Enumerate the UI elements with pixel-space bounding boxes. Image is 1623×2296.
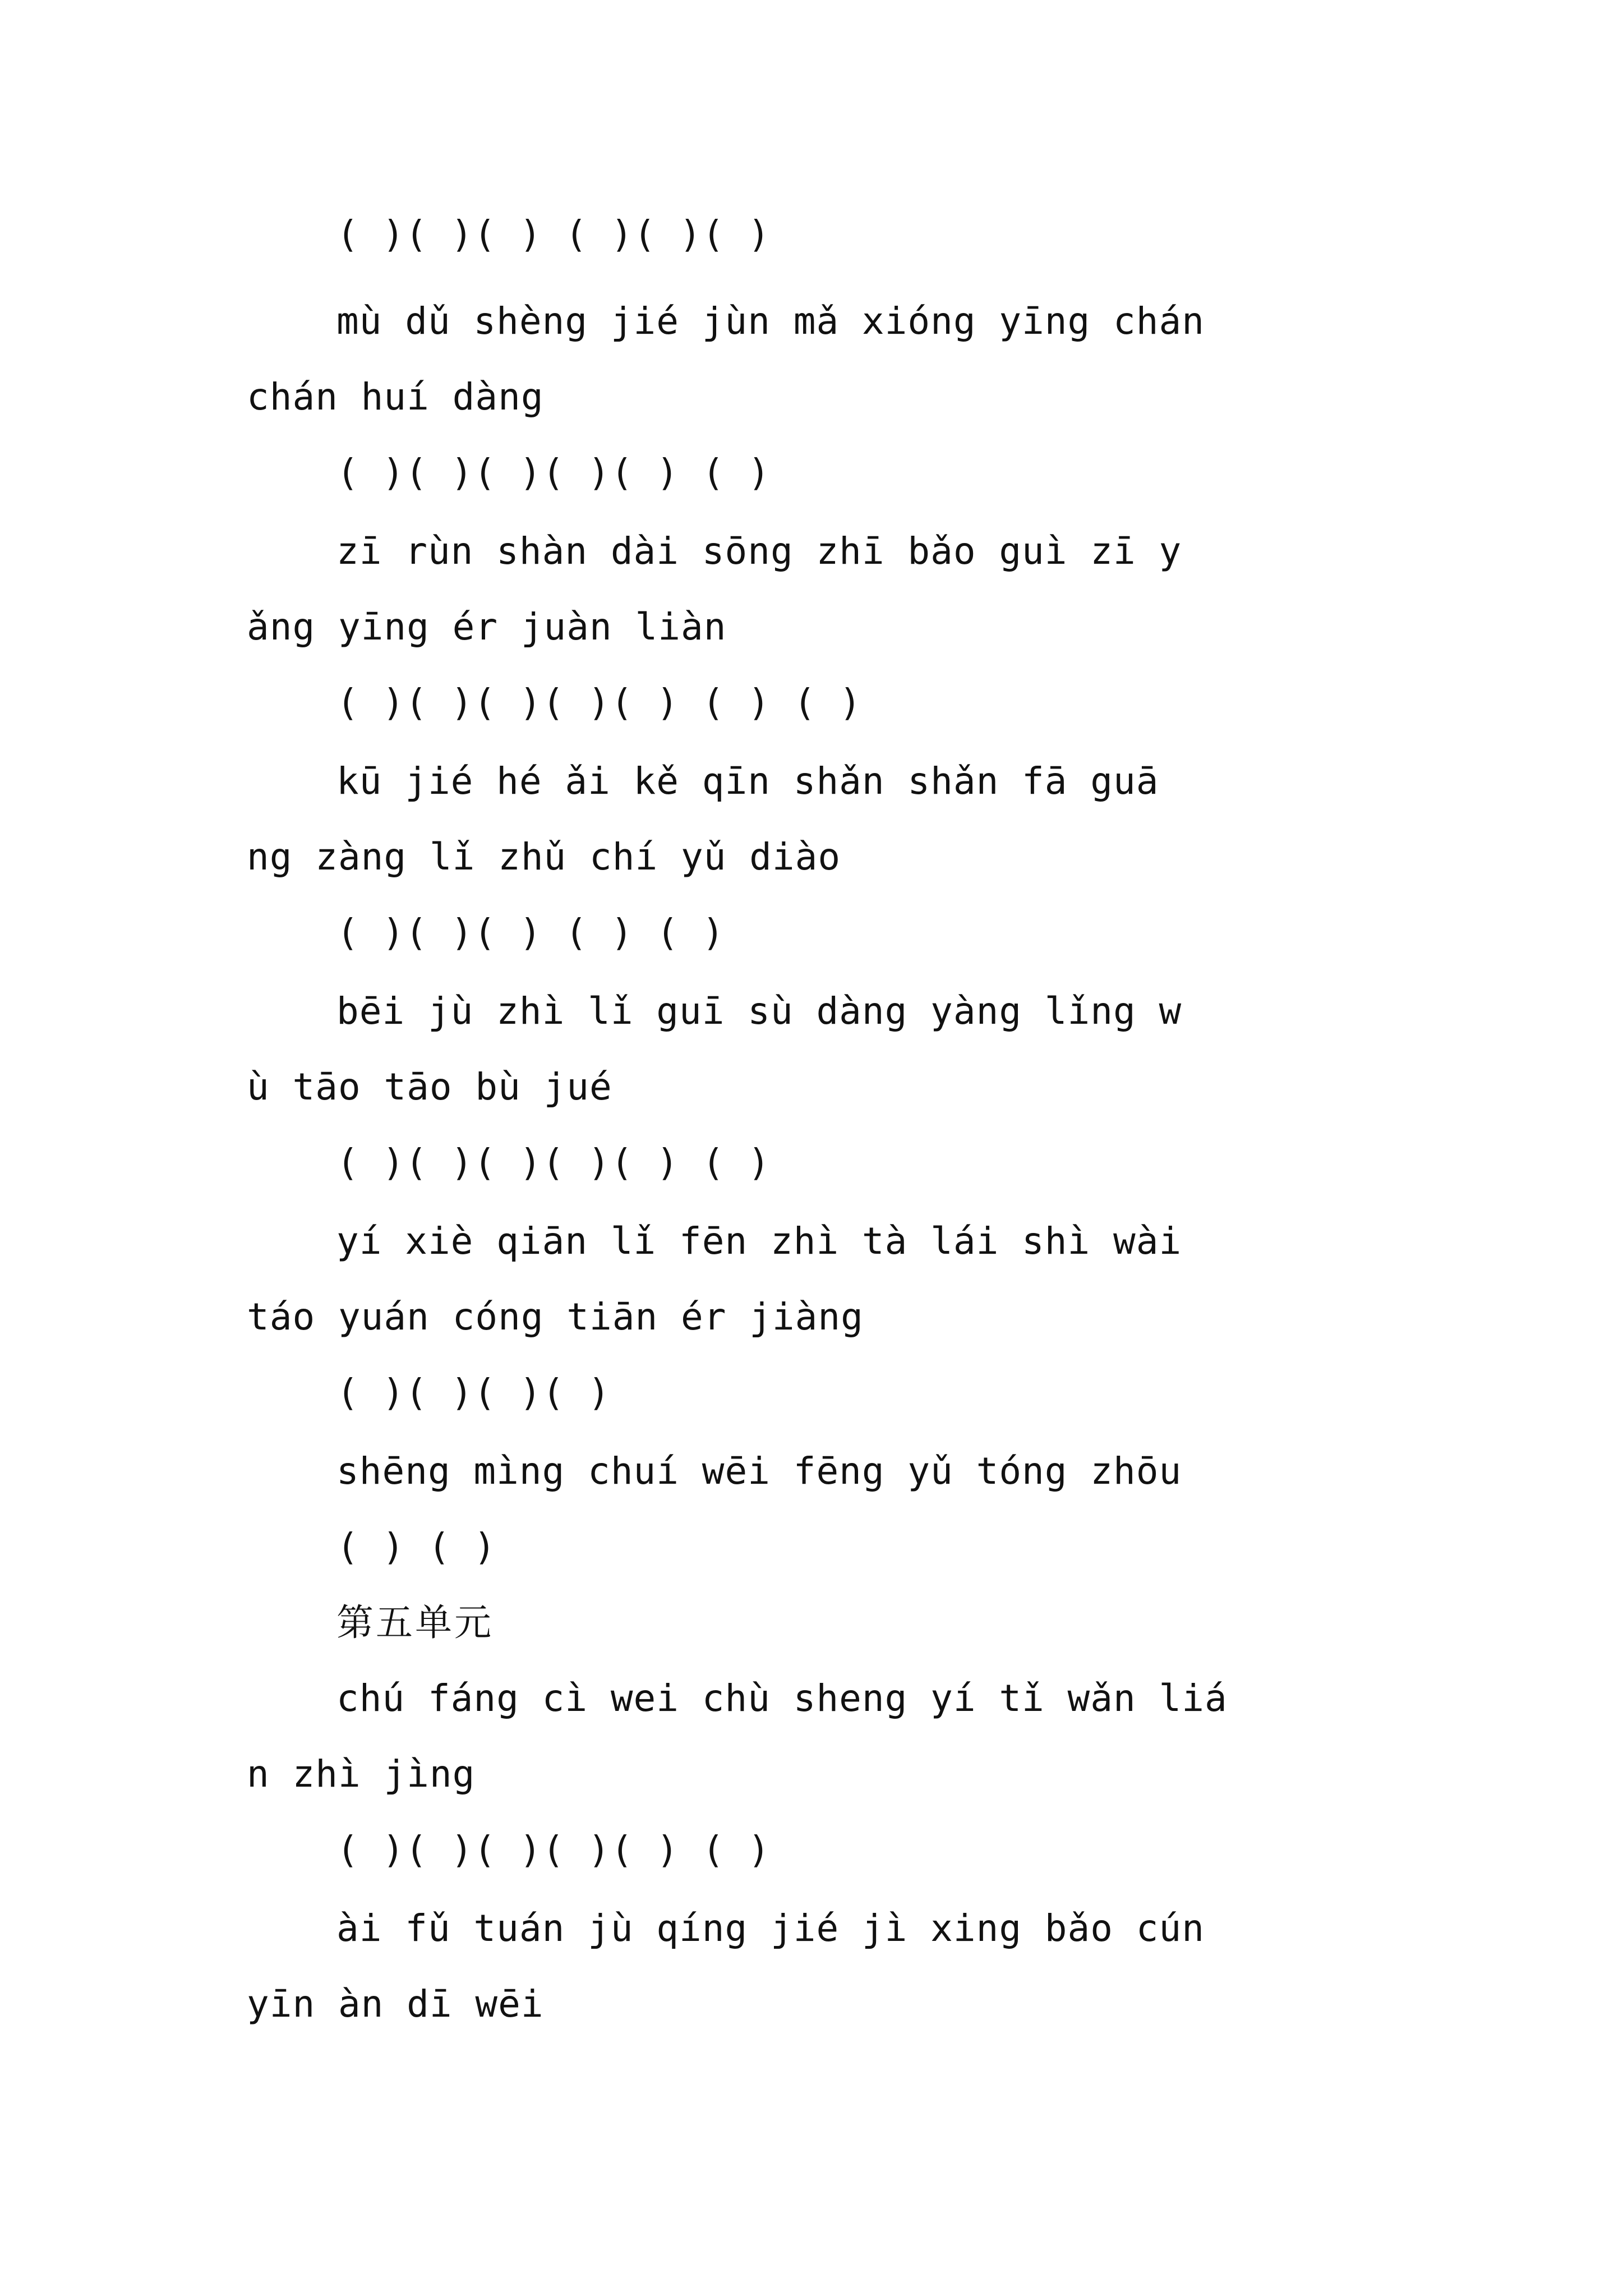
answer-blanks-row: ( )( )( )( )( ) ( ) <box>336 1141 771 1184</box>
answer-blanks-row: ( )( )( ) ( )( )( ) <box>336 213 771 256</box>
answer-blanks-row: ( )( )( )( )( ) ( ) <box>336 1828 771 1871</box>
pinyin-line: yí xiè qiān lǐ fēn zhì tà lái shì wài <box>336 1220 1182 1263</box>
pinyin-line: bēi jù zhì lǐ guī sù dàng yàng lǐng w <box>336 990 1182 1033</box>
pinyin-line: ù tāo tāo bù jué <box>247 1065 612 1108</box>
pinyin-line: n zhì jìng <box>247 1752 476 1796</box>
answer-blanks-row: ( )( )( )( )( ) ( ) <box>336 451 771 494</box>
pinyin-line: yīn àn dī wēi <box>247 1982 544 2026</box>
pinyin-line: shēng mìng chuí wēi fēng yǔ tóng zhōu <box>336 1450 1182 1493</box>
answer-blanks-row: ( )( )( ) ( ) ( ) <box>336 911 725 954</box>
pinyin-line: zī rùn shàn dài sōng zhī bǎo guì zī y <box>336 530 1182 573</box>
pinyin-line: ài fǔ tuán jù qíng jié jì xing bǎo cún <box>336 1907 1205 1950</box>
pinyin-line: mù dǔ shèng jié jùn mǎ xióng yīng chán <box>336 300 1205 343</box>
pinyin-line: ǎng yīng ér juàn liàn <box>247 605 727 648</box>
pinyin-line: chú fáng cì wei chù sheng yí tǐ wǎn liá <box>336 1677 1228 1720</box>
pinyin-line: ng zàng lǐ zhǔ chí yǔ diào <box>247 835 841 878</box>
answer-blanks-row: ( )( )( )( )( ) ( ) ( ) <box>336 681 862 724</box>
pinyin-line: chán huí dàng <box>247 375 544 418</box>
unit-heading: 第五单元 <box>336 1601 494 1644</box>
pinyin-line: táo yuán cóng tiān ér jiàng <box>247 1295 864 1338</box>
answer-blanks-row: ( ) ( ) <box>336 1525 497 1568</box>
pinyin-line: kū jié hé ǎi kě qīn shǎn shǎn fā guā <box>336 760 1159 803</box>
answer-blanks-row: ( )( )( )( ) <box>336 1371 611 1414</box>
